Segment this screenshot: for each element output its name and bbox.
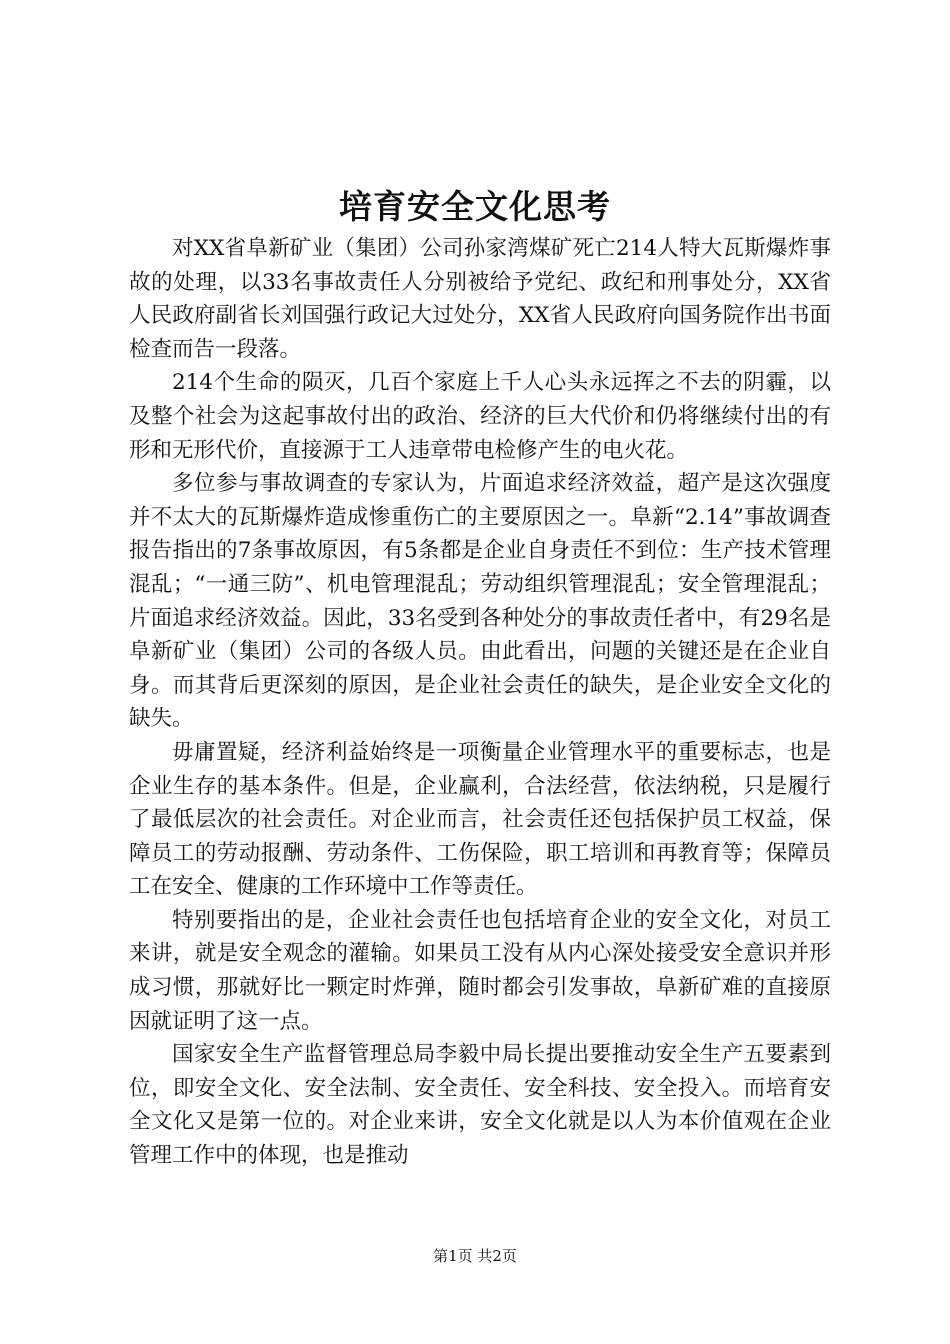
paragraph-1: 对XX省阜新矿业（集团）公司孙家湾煤矿死亡214人特大瓦斯爆炸事故的处理，以33名事故责任人分别被给予党纪、政纪和刑事处分，XX省人民政府副省长刘国强行政记大过处分，XX省人民政府向国务院作出书面检查而告一段落。 bbox=[129, 236, 831, 362]
paragraph-5: 特别要指出的是，企业社会责任也包括培育企业的安全文化，对员工来讲，就是安全观念的灌输。如果员工没有从内心深处接受安全意识并形成习惯，那就好比一颗定时炸弹，随时都会引发事故，阜新矿难的直接原因就证明了这一点。 bbox=[129, 907, 831, 1034]
document-body bbox=[129, 232, 831, 1173]
paragraph-4: 毋庸置疑，经济利益始终是一项衡量企业管理水平的重要标志，也是企业生存的基本条件。但是，企业赢利，合法经营，依法纳税，只是履行了最低层次的社会责任。对企业而言，社会责任还包括保护员工权益，保障员工的劳动报酬、劳动条件、工伤保险，职工培训和再教育等；保障员工在安全、健康的工作环境中工作等责任。 bbox=[129, 739, 831, 900]
page-number-footer: 第1页 共2页 bbox=[433, 1247, 517, 1265]
document-title: 培育安全文化思考 bbox=[339, 187, 611, 226]
paragraph-2: 214个生命的陨灭，几百个家庭上千人心头永远挥之不去的阴霾，以及整个社会为这起事故付出的政治、经济的巨大代价和仍将继续付出的有形和无形代价，直接源于工人违章带电检修产生的电火花。 bbox=[129, 370, 831, 463]
paragraph-3: 多位参与事故调查的专家认为，片面追求经济效益，超产是这次强度并不太大的瓦斯爆炸造成惨重伤亡的主要原因之一。阜新“2.14”事故调查报告指出的7条事故原因，有5条都是企业自身责任不到位：生产技术管理混乱；“一通三防”、机电管理混乱；劳动组织管理混乱；安全管理混乱；片面追求经济效益。因此，33名受到各种处分的事故责任者中，有29名是阜新矿业（集团）公司的各级人员。由此看出，问题的关键还是在企业自身。而其背后更深刻的原因，是企业社会责任的缺失，是企业安全文化的缺失。 bbox=[129, 471, 831, 732]
paragraph-6: 国家安全生产监督管理总局李毅中局长提出要推动安全生产五要素到位，即安全文化、安全法制、安全责任、安全科技、安全投入。而培育安全文化又是第一位的。对企业来讲，安全文化就是以人为本价值观在企业管理工作中的体现，也是推动 bbox=[129, 1042, 831, 1169]
